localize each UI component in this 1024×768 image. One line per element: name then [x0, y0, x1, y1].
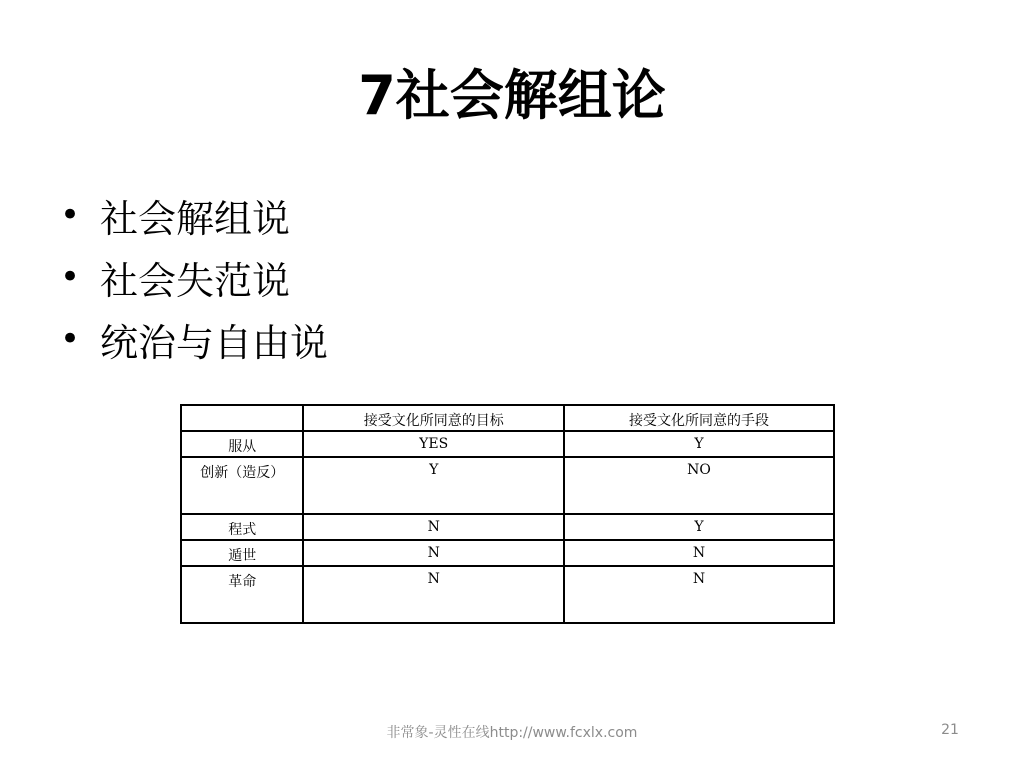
bullet-dot-icon: •: [60, 257, 81, 297]
bullet-text: 社会失范说: [100, 258, 291, 303]
table-cell: N: [303, 566, 564, 623]
table-header-cell: 接受文化所同意的目标: [303, 405, 564, 431]
table-cell: 革命: [181, 566, 303, 623]
table-cell: 创新（造反）: [181, 457, 303, 514]
page-number: 21: [941, 722, 959, 738]
table-cell: YES: [303, 431, 564, 457]
bullet-item: [60, 308, 328, 370]
table-cell: N: [303, 540, 564, 566]
footer-text: 非常象-灵性在线http://www.fcxlx.com: [386, 725, 638, 741]
bullet-text: 社会解组说: [100, 196, 291, 241]
table-row: [181, 431, 834, 457]
table-header-cell: [181, 405, 303, 431]
table-cell: Y: [564, 514, 834, 540]
table-cell: 服从: [181, 431, 303, 457]
table-cell: N: [303, 514, 564, 540]
table-row: [181, 457, 834, 514]
bullet-dot-icon: •: [60, 195, 81, 235]
bullet-text: 统治与自由说: [100, 320, 329, 365]
table-header-cell: 接受文化所同意的手段: [564, 405, 834, 431]
table-row: [181, 540, 834, 566]
adaptation-table: [180, 404, 835, 624]
table-cell: N: [564, 566, 834, 623]
bullet-dot-icon: •: [60, 319, 81, 359]
table-cell: N: [564, 540, 834, 566]
table-cell: Y: [564, 431, 834, 457]
table-cell: Y: [303, 457, 564, 514]
table-header-row: [181, 405, 834, 431]
table-row: [181, 566, 834, 623]
table-row: [181, 514, 834, 540]
bullet-item: [60, 184, 328, 246]
bullet-item: [60, 246, 328, 308]
slide-title: 7社会解组论: [358, 64, 666, 127]
table-cell: 遁世: [181, 540, 303, 566]
table-cell: NO: [564, 457, 834, 514]
table-cell: 程式: [181, 514, 303, 540]
bullet-list: [60, 184, 328, 370]
